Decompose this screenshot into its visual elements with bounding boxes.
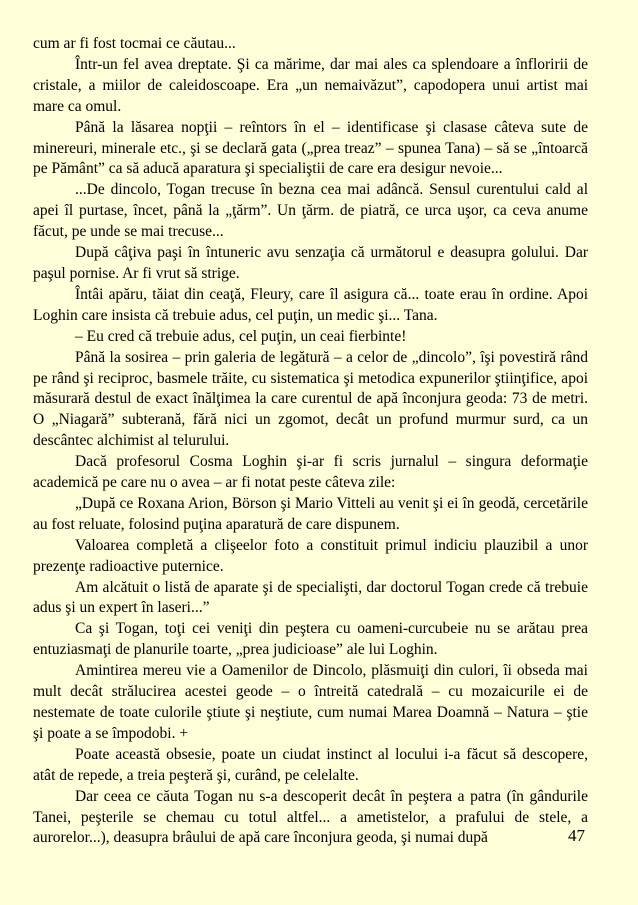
paragraph: cum ar fi fost tocmai ce căutau... (33, 35, 236, 52)
paragraph: Dacă profesorul Cosma Loghin şi-ar fi scris jurnalul – singura deformaţie academică pe care nu o avea – ar fi notat peste câteva zile: (33, 453, 588, 492)
paragraph: Într-un fel avea dreptate. Şi ca mărime, dar mai ales ca splendoare a înfloririi de cristale, a miilor de caleidoscoape. Era „un nemaivăzut”, capodopera unui artist mai mare ca omul. (33, 55, 588, 115)
paragraph: Am alcătuit o listă de aparate şi de specialişti, dar doctorul Togan crede că trebuie adus şi un expert în laseri...” (33, 578, 588, 617)
page-body (33, 34, 588, 849)
paragraph: ...De dincolo, Togan trecuse în bezna cea mai adâncă. Sensul curentului cald al apei îl purtase, încet, până la „ţărm”. Un ţărm. de piatră, ce urca uşor, ca ceva anume făcut, pe unde se mai trecuse... (33, 181, 588, 241)
paragraph: Ca şi Togan, toţi cei veniţi din peştera cu oameni-curcubeie nu se arătau prea entuziasmaţi de planurile toarte, „prea judicioase” ale lui Loghin. (33, 620, 588, 659)
paragraph: Dar ceea ce căuta Togan nu s-a descoperit decât în peştera a patra (în gândurile Tanei, peşterile se chemau cu totul altfel... a ametistelor, a prafului de stele, a aurorelor...), deasupra brâului de apă care înconjura geoda, şi numai după (33, 787, 588, 847)
paragraph: Până la lăsarea nopţii – reîntors în el – identificase şi clasase câteva sute de minereuri, minerale etc., şi se declară gata („prea treaz” – spunea Tana) – să se „întoarcă pe Pământ” ca să aducă aparatura şi specialiştii de care era desigur nevoie... (33, 118, 588, 178)
paragraph: Până la sosirea – prin galeria de legătură – a celor de „dincolo”, îşi povestiră rând pe rând şi reciproc, basmele trăite, cu sistematica şi metodica expunerilor ştiinţifice, apoi măsurară destul de exact înălţimea la care curentul de apă înconjura geoda: 73 de metri. O „Niagară” subterană, fără nici un zgomot, decât un profund murmur surd, ca un descântec alchimist al telurului. (33, 348, 588, 450)
paragraph: – Eu cred că trebuie adus, cel puţin, un ceai fierbinte! (75, 327, 407, 345)
paragraph: Valoarea completă a clişeelor foto a constituit primul indiciu plauzibil a unor prezenţe radioactive puternice. (33, 536, 588, 575)
paragraph: „După ce Roxana Arion, Börson şi Mario Vitteli au venit şi ei în geodă, cercetările au fost reluate, folosind puţina aparatură de care dispunem. (33, 494, 588, 533)
paragraph: Amintirea mereu vie a Oamenilor de Dincolo, plăsmuiţi din culori, îi obseda mai mult decât strălucirea acestei geode – o întreită catedrală – cu mozaicurile ei de nestemate de toate culorile ştiute şi neştiute, cum numai Marea Doamnă – Natura – ştie şi poate a se împodobi. + (33, 662, 588, 742)
paragraph: După câţiva paşi în întuneric avu senzaţia că următorul e deasupra golului. Dar paşul pornise. Ar fi vrut să strige. (33, 244, 588, 282)
paragraph: Poate această obsesie, poate un ciudat instinct al locului i-a făcut să descopere, atât de repede, a treia peşteră şi, curând, pe celelalte. (33, 745, 588, 784)
page-number: 47 (568, 826, 585, 845)
paragraph: Întâi apăru, tăiat din ceaţă, Fleury, care îl asigura că... toate erau în ordine. Apoi Loghin care insista că trebuie adus, cel puţin, un medic şi... Tana. (33, 285, 588, 324)
